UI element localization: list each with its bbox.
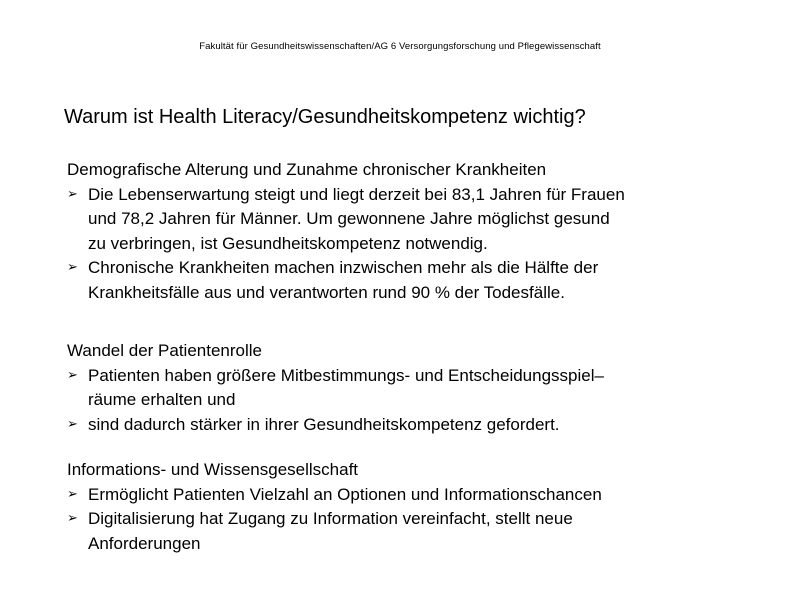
arrowhead-bullet-icon: ➢ [67, 186, 78, 202]
section-heading: Demografische Alterung und Zunahme chronischer Krankheiten [67, 160, 547, 179]
bullet-line: Anforderungen [88, 533, 201, 553]
bullet-line: räume erhalten und [88, 390, 236, 409]
bullet-item [67, 483, 767, 508]
section-heading: Wandel der Patientenrolle [67, 341, 262, 360]
section-patientenrolle [67, 339, 767, 437]
bullet-line: Chronische Krankheiten machen inzwischen mehr als die Hälfte der [88, 258, 599, 277]
bullet-item [67, 183, 767, 257]
bullet-line: Patienten haben größere Mitbestimmungs- und Entscheidungsspiel– [88, 365, 604, 385]
arrowhead-bullet-icon: ➢ [67, 416, 78, 432]
bullet-item [67, 507, 767, 556]
section-informationsgesellschaft [67, 458, 767, 556]
bullet-line: sind dadurch stärker in ihrer Gesundheitskompetenz gefordert. [88, 414, 560, 434]
slide-title: Warum ist Health Literacy/Gesundheitskompetenz wichtig? [64, 106, 586, 128]
bullet-line: und 78,2 Jahren für Männer. Um gewonnene Jahre möglichst gesund [88, 209, 610, 228]
arrowhead-bullet-icon: ➢ [67, 367, 78, 383]
bullet-line: Krankheitsfälle aus und verantworten rund 90 % der Todesfälle. [88, 282, 565, 302]
section-heading: Informations- und Wissensgesellschaft [67, 460, 359, 479]
bullet-item [67, 413, 767, 438]
bullet-line: Die Lebenserwartung steigt und liegt derzeit bei 83,1 Jahren für Frauen [88, 184, 625, 204]
section-demografie [67, 158, 767, 305]
bullet-item [67, 364, 767, 413]
bullet-line: Digitalisierung hat Zugang zu Information vereinfacht, stellt neue [88, 509, 573, 528]
arrowhead-bullet-icon: ➢ [67, 511, 78, 526]
bullet-item [67, 256, 767, 305]
bullet-line: zu verbringen, ist Gesundheitskompetenz notwendig. [88, 233, 488, 253]
arrowhead-bullet-icon: ➢ [67, 486, 78, 502]
faculty-header: Fakultät für Gesundheitswissenschaften/AG 6 Versorgungsforschung und Pflegewissenschaft [199, 41, 601, 52]
arrowhead-bullet-icon: ➢ [67, 260, 78, 275]
bullet-line: Ermöglicht Patienten Vielzahl an Optionen und Informationschancen [88, 484, 602, 504]
